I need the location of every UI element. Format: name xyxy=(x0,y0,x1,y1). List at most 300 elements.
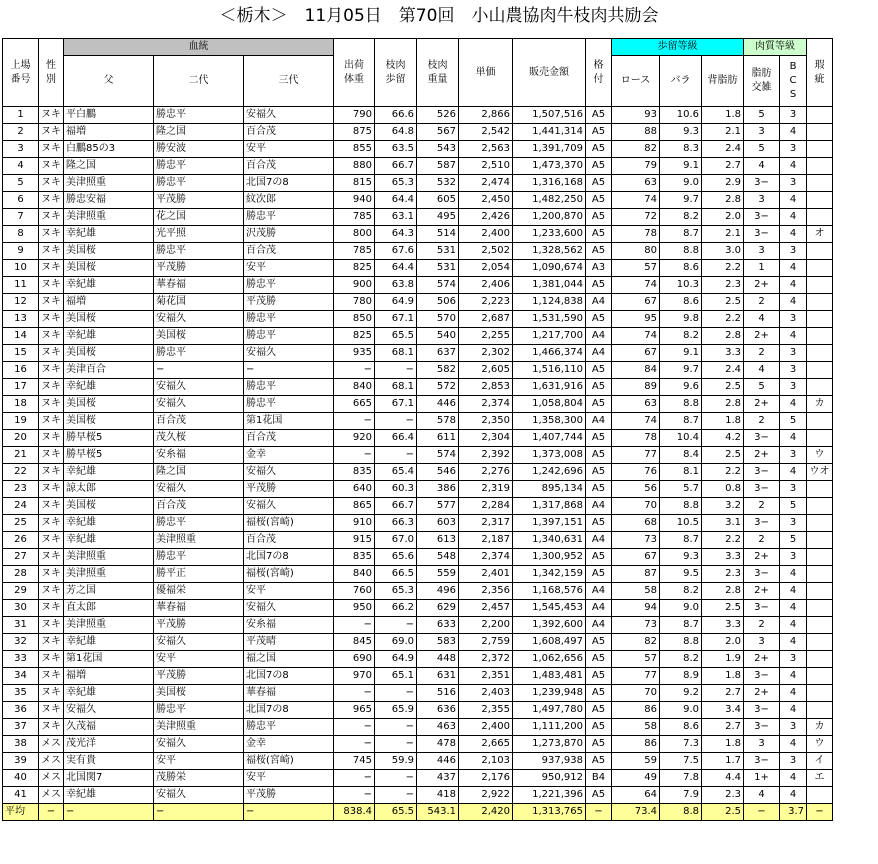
cell-backfat: 4.2 xyxy=(702,430,744,447)
cell-loin: 78 xyxy=(612,430,660,447)
cell-marbling: 2 xyxy=(744,498,780,515)
cell-marbling: 3 xyxy=(744,634,780,651)
cell-sire: 第1花国 xyxy=(64,651,154,668)
cell-bcs: 4 xyxy=(780,294,807,311)
table-row xyxy=(3,583,833,600)
cell-grade: A5 xyxy=(586,736,612,753)
cell-third-generation: 勝忠平 xyxy=(244,277,334,294)
cell-lot-number: 19 xyxy=(3,413,39,430)
cell-defect xyxy=(807,617,833,634)
cell-bcs: 3 xyxy=(780,753,807,770)
table-row xyxy=(3,464,833,481)
header-carcass-yield: 枝肉 歩留 xyxy=(375,39,417,107)
cell-marbling: 3− xyxy=(744,481,780,498)
cell-lot-number: 12 xyxy=(3,294,39,311)
table-row xyxy=(3,430,833,447)
cell-loin: 82 xyxy=(612,141,660,158)
cell-bcs: 4 xyxy=(780,600,807,617)
cell-unit-price: 2,356 xyxy=(459,583,513,600)
cell-sex: ヌキ xyxy=(39,226,64,243)
table-row xyxy=(3,600,833,617)
cell-sale-amount: 1,381,044 xyxy=(513,277,586,294)
header-quality-grade-group: 肉質等級 xyxy=(744,39,807,56)
cell-backfat: 2.2 xyxy=(702,464,744,481)
cell-sire: 芳之国 xyxy=(64,583,154,600)
cell-marbling: 3− xyxy=(744,753,780,770)
cell-ship-weight: 915 xyxy=(334,532,375,549)
cell-unit-price: 2,403 xyxy=(459,685,513,702)
cell-carcass-yield: 66.6 xyxy=(375,107,417,124)
cell-bcs: 5 xyxy=(780,498,807,515)
cell-bcs: 4 xyxy=(780,124,807,141)
cell-carcass-yield: − xyxy=(375,719,417,736)
header-sale-amount: 販売金額 xyxy=(513,39,586,107)
cell-lot-number: 1 xyxy=(3,107,39,124)
cell-sale-amount: 1,608,497 xyxy=(513,634,586,651)
cell-second-generation: 勝安波 xyxy=(154,141,244,158)
cell-grade: A5 xyxy=(586,141,612,158)
cell-third-generation: 北国7の8 xyxy=(244,668,334,685)
cell-grade: A5 xyxy=(586,124,612,141)
cell-lot-number: 14 xyxy=(3,328,39,345)
cell-lot-number: 28 xyxy=(3,566,39,583)
cell-sex: ヌキ xyxy=(39,294,64,311)
cell-marbling: 2 xyxy=(744,532,780,549)
cell-third-generation: 百合茂 xyxy=(244,124,334,141)
cell-carcass-yield: − xyxy=(375,736,417,753)
cell-defect xyxy=(807,260,833,277)
cell-carcass-weight: 548 xyxy=(417,549,459,566)
table-row xyxy=(3,668,833,685)
cell-sex: ヌキ xyxy=(39,141,64,158)
cell-bcs: 3 xyxy=(780,515,807,532)
table-row xyxy=(3,770,833,787)
cell-bcs: 4 xyxy=(780,192,807,209)
cell-marbling: 2+ xyxy=(744,549,780,566)
cell-backfat: 2.2 xyxy=(702,311,744,328)
cell-grade: A5 xyxy=(586,685,612,702)
header-row-top xyxy=(3,39,833,56)
cell-defect: ウオ xyxy=(807,464,833,481)
cell-sale-amount: 1,221,396 xyxy=(513,787,586,804)
cell-second-generation: 勝忠平 xyxy=(154,243,244,260)
cell-second-generation: 勝忠平 xyxy=(154,175,244,192)
cell-carcass-yield: 64.9 xyxy=(375,651,417,668)
cell-defect xyxy=(807,413,833,430)
cell-bcs: 3 xyxy=(780,651,807,668)
cell-defect xyxy=(807,141,833,158)
cell-belly: 9.1 xyxy=(660,345,702,362)
cell-grade: A5 xyxy=(586,668,612,685)
cell-carcass-weight: 446 xyxy=(417,396,459,413)
cell-sex: ヌキ xyxy=(39,702,64,719)
cell-backfat: 2.8 xyxy=(702,396,744,413)
average-cell: − xyxy=(744,804,780,821)
cell-defect xyxy=(807,532,833,549)
table-row xyxy=(3,481,833,498)
header-loin: ロース xyxy=(612,56,660,107)
cell-grade: A5 xyxy=(586,311,612,328)
table-row xyxy=(3,651,833,668)
cell-lot-number: 16 xyxy=(3,362,39,379)
cell-ship-weight: 790 xyxy=(334,107,375,124)
cell-sale-amount: 1,373,008 xyxy=(513,447,586,464)
table-row xyxy=(3,702,833,719)
cell-sire: 美国桜 xyxy=(64,396,154,413)
cell-unit-price: 2,319 xyxy=(459,481,513,498)
cell-third-generation: 安平 xyxy=(244,770,334,787)
cell-backfat: 2.0 xyxy=(702,634,744,651)
cell-carcass-yield: 67.1 xyxy=(375,396,417,413)
cell-grade: A5 xyxy=(586,481,612,498)
cell-sex: ヌキ xyxy=(39,209,64,226)
cell-unit-price: 2,406 xyxy=(459,277,513,294)
cell-ship-weight: 835 xyxy=(334,464,375,481)
cell-lot-number: 10 xyxy=(3,260,39,277)
cell-sex: ヌキ xyxy=(39,583,64,600)
cell-marbling: 2 xyxy=(744,294,780,311)
cell-loin: 57 xyxy=(612,651,660,668)
cell-carcass-yield: 66.5 xyxy=(375,566,417,583)
cell-sex: ヌキ xyxy=(39,124,64,141)
cell-belly: 7.8 xyxy=(660,770,702,787)
cell-belly: 8.6 xyxy=(660,294,702,311)
cell-ship-weight: 690 xyxy=(334,651,375,668)
cell-carcass-yield: 65.5 xyxy=(375,328,417,345)
cell-sire: 幸紀雄 xyxy=(64,226,154,243)
cell-unit-price: 2,351 xyxy=(459,668,513,685)
cell-second-generation: 百合茂 xyxy=(154,498,244,515)
cell-belly: 9.0 xyxy=(660,600,702,617)
cell-sale-amount: 1,316,168 xyxy=(513,175,586,192)
cell-bcs: 4 xyxy=(780,617,807,634)
cell-carcass-weight: 583 xyxy=(417,634,459,651)
cell-carcass-weight: 613 xyxy=(417,532,459,549)
cell-loin: 84 xyxy=(612,362,660,379)
cell-carcass-weight: 605 xyxy=(417,192,459,209)
cell-ship-weight: 665 xyxy=(334,396,375,413)
cell-ship-weight: 910 xyxy=(334,515,375,532)
cell-carcass-yield: − xyxy=(375,770,417,787)
cell-ship-weight: 835 xyxy=(334,549,375,566)
cell-marbling: 3 xyxy=(744,124,780,141)
cell-unit-price: 2,350 xyxy=(459,413,513,430)
cell-carcass-weight: 559 xyxy=(417,566,459,583)
cell-belly: 8.2 xyxy=(660,328,702,345)
header-ship-weight: 出荷 体重 xyxy=(334,39,375,107)
cell-lot-number: 39 xyxy=(3,753,39,770)
cell-sale-amount: 1,545,453 xyxy=(513,600,586,617)
cell-second-generation: 安福久 xyxy=(154,736,244,753)
cell-sale-amount: 1,397,151 xyxy=(513,515,586,532)
cell-sire: 福増 xyxy=(64,124,154,141)
cell-second-generation: 平茂勝 xyxy=(154,260,244,277)
cell-grade: A5 xyxy=(586,158,612,175)
cell-lot-number: 21 xyxy=(3,447,39,464)
cell-carcass-weight: 546 xyxy=(417,464,459,481)
cell-loin: 80 xyxy=(612,243,660,260)
cell-sex: ヌキ xyxy=(39,192,64,209)
cell-belly: 7.5 xyxy=(660,753,702,770)
cell-sale-amount: 895,134 xyxy=(513,481,586,498)
cell-second-generation: 勝平正 xyxy=(154,566,244,583)
cell-second-generation: 百合茂 xyxy=(154,413,244,430)
cell-second-generation: 花之国 xyxy=(154,209,244,226)
cell-loin: 93 xyxy=(612,107,660,124)
cell-lot-number: 29 xyxy=(3,583,39,600)
cell-defect xyxy=(807,481,833,498)
cell-carcass-yield: 65.3 xyxy=(375,175,417,192)
cell-carcass-weight: 636 xyxy=(417,702,459,719)
cell-grade: A5 xyxy=(586,396,612,413)
cell-ship-weight: 785 xyxy=(334,209,375,226)
cell-bcs: 3 xyxy=(780,243,807,260)
cell-marbling: 3− xyxy=(744,600,780,617)
cell-sex: ヌキ xyxy=(39,158,64,175)
cell-lot-number: 4 xyxy=(3,158,39,175)
cell-ship-weight: 865 xyxy=(334,498,375,515)
cell-unit-price: 2,853 xyxy=(459,379,513,396)
cell-sex: ヌキ xyxy=(39,175,64,192)
cell-third-generation: 百合茂 xyxy=(244,243,334,260)
table-row xyxy=(3,515,833,532)
cell-loin: 67 xyxy=(612,294,660,311)
cell-belly: 5.7 xyxy=(660,481,702,498)
cell-grade: A4 xyxy=(586,600,612,617)
cell-carcass-yield: 65.6 xyxy=(375,549,417,566)
cell-ship-weight: 900 xyxy=(334,277,375,294)
cell-third-generation: 安福久 xyxy=(244,600,334,617)
cell-belly: 8.7 xyxy=(660,532,702,549)
cell-lot-number: 32 xyxy=(3,634,39,651)
cell-belly: 8.3 xyxy=(660,141,702,158)
cell-lot-number: 36 xyxy=(3,702,39,719)
cell-backfat: 2.5 xyxy=(702,294,744,311)
cell-carcass-yield: 63.1 xyxy=(375,209,417,226)
cell-sire: 幸紀雄 xyxy=(64,787,154,804)
cell-loin: 79 xyxy=(612,158,660,175)
cell-sire: 美国桜 xyxy=(64,345,154,362)
cell-backfat: 2.5 xyxy=(702,379,744,396)
cell-carcass-weight: 572 xyxy=(417,379,459,396)
cell-bcs: 4 xyxy=(780,685,807,702)
cell-sex: ヌキ xyxy=(39,685,64,702)
cell-loin: 95 xyxy=(612,311,660,328)
cell-loin: 64 xyxy=(612,787,660,804)
header-unit-price: 単価 xyxy=(459,39,513,107)
cell-carcass-yield: 65.4 xyxy=(375,464,417,481)
cell-third-generation: 勝忠平 xyxy=(244,719,334,736)
cell-sex: ヌキ xyxy=(39,668,64,685)
cell-marbling: 5 xyxy=(744,141,780,158)
cell-sex: ヌキ xyxy=(39,498,64,515)
cell-ship-weight: 760 xyxy=(334,583,375,600)
cell-sire: 美国桜 xyxy=(64,260,154,277)
cell-sale-amount: 950,912 xyxy=(513,770,586,787)
cell-sale-amount: 1,340,631 xyxy=(513,532,586,549)
cell-carcass-weight: 437 xyxy=(417,770,459,787)
cell-lot-number: 18 xyxy=(3,396,39,413)
cell-belly: 9.0 xyxy=(660,175,702,192)
cell-loin: 89 xyxy=(612,379,660,396)
cell-second-generation: 光平照 xyxy=(154,226,244,243)
cell-belly: 7.3 xyxy=(660,736,702,753)
cell-sale-amount: 1,483,481 xyxy=(513,668,586,685)
cell-defect xyxy=(807,209,833,226)
cell-third-generation: 金幸 xyxy=(244,447,334,464)
cell-marbling: 2+ xyxy=(744,277,780,294)
cell-sex: ヌキ xyxy=(39,549,64,566)
cell-third-generation: 安福久 xyxy=(244,498,334,515)
cell-unit-price: 2,103 xyxy=(459,753,513,770)
table-row xyxy=(3,107,833,124)
cell-ship-weight: 745 xyxy=(334,753,375,770)
cell-lot-number: 2 xyxy=(3,124,39,141)
cell-belly: 8.2 xyxy=(660,209,702,226)
cell-third-generation: 紋次郎 xyxy=(244,192,334,209)
cell-sex: ヌキ xyxy=(39,379,64,396)
cell-loin: 57 xyxy=(612,260,660,277)
cell-ship-weight: 640 xyxy=(334,481,375,498)
cell-marbling: 4 xyxy=(744,362,780,379)
cell-defect xyxy=(807,685,833,702)
cell-second-generation: 優福栄 xyxy=(154,583,244,600)
cell-second-generation: 菊花国 xyxy=(154,294,244,311)
cell-ship-weight: − xyxy=(334,617,375,634)
table-row xyxy=(3,413,833,430)
cell-third-generation: 安糸福 xyxy=(244,617,334,634)
cell-sale-amount: 1,111,200 xyxy=(513,719,586,736)
cell-defect xyxy=(807,192,833,209)
cell-sire: 福増 xyxy=(64,668,154,685)
cell-defect xyxy=(807,345,833,362)
cell-second-generation: 安平 xyxy=(154,651,244,668)
cell-belly: 8.7 xyxy=(660,413,702,430)
cell-bcs: 3 xyxy=(780,481,807,498)
cell-backfat: 2.8 xyxy=(702,583,744,600)
cell-backfat: 1.8 xyxy=(702,107,744,124)
table-row xyxy=(3,753,833,770)
cell-third-generation: 福桜(宮崎) xyxy=(244,753,334,770)
cell-defect xyxy=(807,515,833,532)
cell-ship-weight: 935 xyxy=(334,345,375,362)
cell-carcass-yield: 64.9 xyxy=(375,294,417,311)
cell-sire: 幸紀雄 xyxy=(64,464,154,481)
cell-ship-weight: 840 xyxy=(334,379,375,396)
cell-second-generation: − xyxy=(154,362,244,379)
cell-unit-price: 2,759 xyxy=(459,634,513,651)
cell-bcs: 4 xyxy=(780,634,807,651)
cell-lot-number: 40 xyxy=(3,770,39,787)
cell-belly: 9.6 xyxy=(660,379,702,396)
cell-sire: 美国桜 xyxy=(64,243,154,260)
cell-unit-price: 2,542 xyxy=(459,124,513,141)
cell-bcs: 3 xyxy=(780,549,807,566)
cell-ship-weight: 965 xyxy=(334,702,375,719)
cell-grade: A4 xyxy=(586,532,612,549)
cell-marbling: 2+ xyxy=(744,583,780,600)
average-cell: 8.8 xyxy=(660,804,702,821)
cell-marbling: 2+ xyxy=(744,328,780,345)
cell-second-generation: 安福久 xyxy=(154,634,244,651)
cell-grade: A5 xyxy=(586,209,612,226)
cell-marbling: 2 xyxy=(744,617,780,634)
cell-belly: 9.3 xyxy=(660,549,702,566)
cell-third-generation: 第1花国 xyxy=(244,413,334,430)
cell-sire: 美国桜 xyxy=(64,498,154,515)
cell-third-generation: 勝忠平 xyxy=(244,379,334,396)
cell-carcass-weight: 418 xyxy=(417,787,459,804)
cell-belly: 8.2 xyxy=(660,651,702,668)
cell-loin: 63 xyxy=(612,396,660,413)
cell-belly: 9.1 xyxy=(660,158,702,175)
cell-sale-amount: 1,631,916 xyxy=(513,379,586,396)
cell-belly: 8.6 xyxy=(660,719,702,736)
cell-grade: A5 xyxy=(586,702,612,719)
cell-sale-amount: 1,062,656 xyxy=(513,651,586,668)
cell-ship-weight: 815 xyxy=(334,175,375,192)
cell-defect: ウ xyxy=(807,736,833,753)
cell-carcass-weight: 448 xyxy=(417,651,459,668)
cell-sale-amount: 1,242,696 xyxy=(513,464,586,481)
cell-sex: ヌキ xyxy=(39,447,64,464)
header-sire: 父 xyxy=(64,56,154,107)
cell-sale-amount: 1,217,700 xyxy=(513,328,586,345)
cell-loin: 70 xyxy=(612,498,660,515)
cell-bcs: 3 xyxy=(780,447,807,464)
cell-lot-number: 24 xyxy=(3,498,39,515)
cell-grade: A5 xyxy=(586,107,612,124)
cell-backfat: 2.0 xyxy=(702,209,744,226)
cell-ship-weight: − xyxy=(334,719,375,736)
cell-carcass-weight: 543 xyxy=(417,141,459,158)
cell-carcass-weight: 496 xyxy=(417,583,459,600)
cell-carcass-weight: 526 xyxy=(417,107,459,124)
cell-sire: 美津照重 xyxy=(64,566,154,583)
cell-carcass-yield: − xyxy=(375,413,417,430)
cell-lot-number: 33 xyxy=(3,651,39,668)
cell-grade: A4 xyxy=(586,328,612,345)
cell-bcs: 5 xyxy=(780,532,807,549)
cell-sire: 美津百合 xyxy=(64,362,154,379)
cell-belly: 8.8 xyxy=(660,396,702,413)
cell-defect xyxy=(807,277,833,294)
cell-sire: 幸紀雄 xyxy=(64,379,154,396)
cell-second-generation: 勝忠平 xyxy=(154,158,244,175)
cell-backfat: 3.2 xyxy=(702,498,744,515)
average-cell: 543.1 xyxy=(417,804,459,821)
cell-loin: 58 xyxy=(612,719,660,736)
cell-bcs: 4 xyxy=(780,566,807,583)
cell-lot-number: 25 xyxy=(3,515,39,532)
cell-lot-number: 8 xyxy=(3,226,39,243)
cell-defect xyxy=(807,379,833,396)
cell-bcs: 3 xyxy=(780,379,807,396)
cell-sex: ヌキ xyxy=(39,396,64,413)
table-row xyxy=(3,226,833,243)
cell-marbling: 3 xyxy=(744,192,780,209)
cell-carcass-yield: 69.0 xyxy=(375,634,417,651)
header-second-generation: 二代 xyxy=(154,56,244,107)
cell-lot-number: 37 xyxy=(3,719,39,736)
cell-sex: ヌキ xyxy=(39,345,64,362)
cell-third-generation: 勝忠平 xyxy=(244,328,334,345)
header-belly: バラ xyxy=(660,56,702,107)
cell-unit-price: 2,223 xyxy=(459,294,513,311)
cell-belly: 8.8 xyxy=(660,634,702,651)
cell-loin: 82 xyxy=(612,634,660,651)
cell-sex: ヌキ xyxy=(39,430,64,447)
